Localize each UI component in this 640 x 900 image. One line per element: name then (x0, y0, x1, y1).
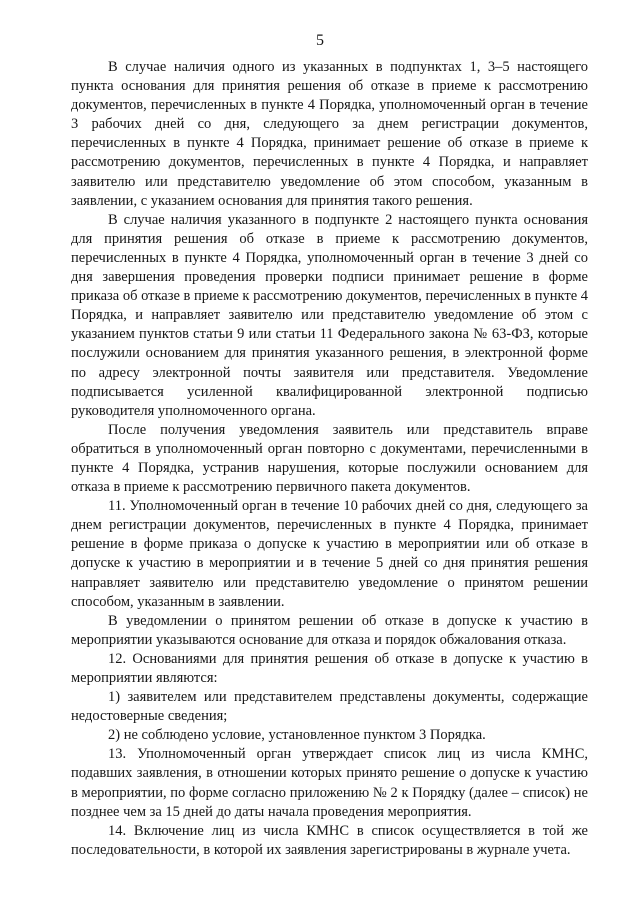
paragraph-item-12-sub-2: 2) не соблюдено условие, установленное пунктом 3 Порядка. (108, 727, 486, 744)
page-number: 5 (316, 32, 324, 49)
paragraph-item-14: 14. Включение лиц из числа КМНС в список осуществляется в той же последовательности, в которой их заявления зарегистрированы в журнале учета. (71, 822, 588, 858)
paragraph-refusal-ground-2: В случае наличия указанного в подпункте 2 настоящего пункта основания для принятия решения об отказе в приеме к рассмотрению документов, перечисленных в пункте 4 Порядка, уполномоченный орган в течение 3 дней со дня завершения проведения проверки подписи принимает решение в форме приказа об отказе в приеме к рассмотрению документов, перечисленных в пункте 4 Порядка, и направляет заявителю или представителю уведомление об этом с указанием пунктов статьи 9 или статьи 11 Федерального закона № 63-ФЗ, которые послужили основанием для принятия указанного решения, в электронной форме по адресу электронной почты заявителя или представителя. Уведомление подписывается усиленной квалифицированной электронной подписью руководителя уполномоченного органа. (71, 211, 589, 419)
paragraph-item-12: 12. Основаниями для принятия решения об отказе в допуске к участию в мероприятии являются: (71, 650, 588, 686)
paragraph-refusal-grounds-1-3-5: В случае наличия одного из указанных в подпунктах 1, 3–5 настоящего пункта основания для принятия решения об отказе в приеме к рассмотрению документов, перечисленных в пункте 4 Порядка, уполномоченный орган в течение 3 рабочих дней со дня, следующего за днем регистрации документов, перечисленных в пункте 4 Порядка, принимает решение об отказе в приеме к рассмотрению документов, перечисленных в пункте 4 Порядка, и направляет заявителю или представителю уведомление об этом способом, указанным в заявлении, с указанием основания для принятия такого решения. (71, 59, 588, 209)
paragraph-repeat-application: После получения уведомления заявитель или представитель вправе обратиться в уполномоченный орган повторно с документами, перечисленными в пункте 4 Порядка, устранив нарушения, которые послужили основанием для отказа в приеме к рассмотрению первичного пакета документов. (71, 421, 588, 496)
paragraph-item-12-sub-1: 1) заявителем или представителем представлены документы, содержащие недостоверные сведения; (71, 689, 588, 725)
paragraph-item-11: 11. Уполномоченный орган в течение 10 рабочих дней со дня, следующего за днем регистрации документов, перечисленных в пункте 4 Порядка, принимает решение в форме приказа о допуске к участию в мероприятии или об отказе в допуске к участию в мероприятии и в течение 5 дней со дня принятия решения направляет заявителю или представителю уведомление о принятом решении способом, указанным в заявлении. (71, 498, 588, 610)
paragraph-refusal-notice: В уведомлении о принятом решении об отказе в допуске к участию в мероприятии указываются основание для отказа и порядок обжалования отказа. (71, 612, 588, 648)
document-body (71, 58, 588, 860)
paragraph-item-13: 13. Уполномоченный орган утверждает список лиц из числа КМНС, подавших заявления, в отношении которых принято решение о допуске к участию в мероприятии, по форме согласно приложению № 2 к Порядку (далее – список) не позднее чем за 15 дней до даты начала проведения мероприятия. (71, 746, 588, 820)
